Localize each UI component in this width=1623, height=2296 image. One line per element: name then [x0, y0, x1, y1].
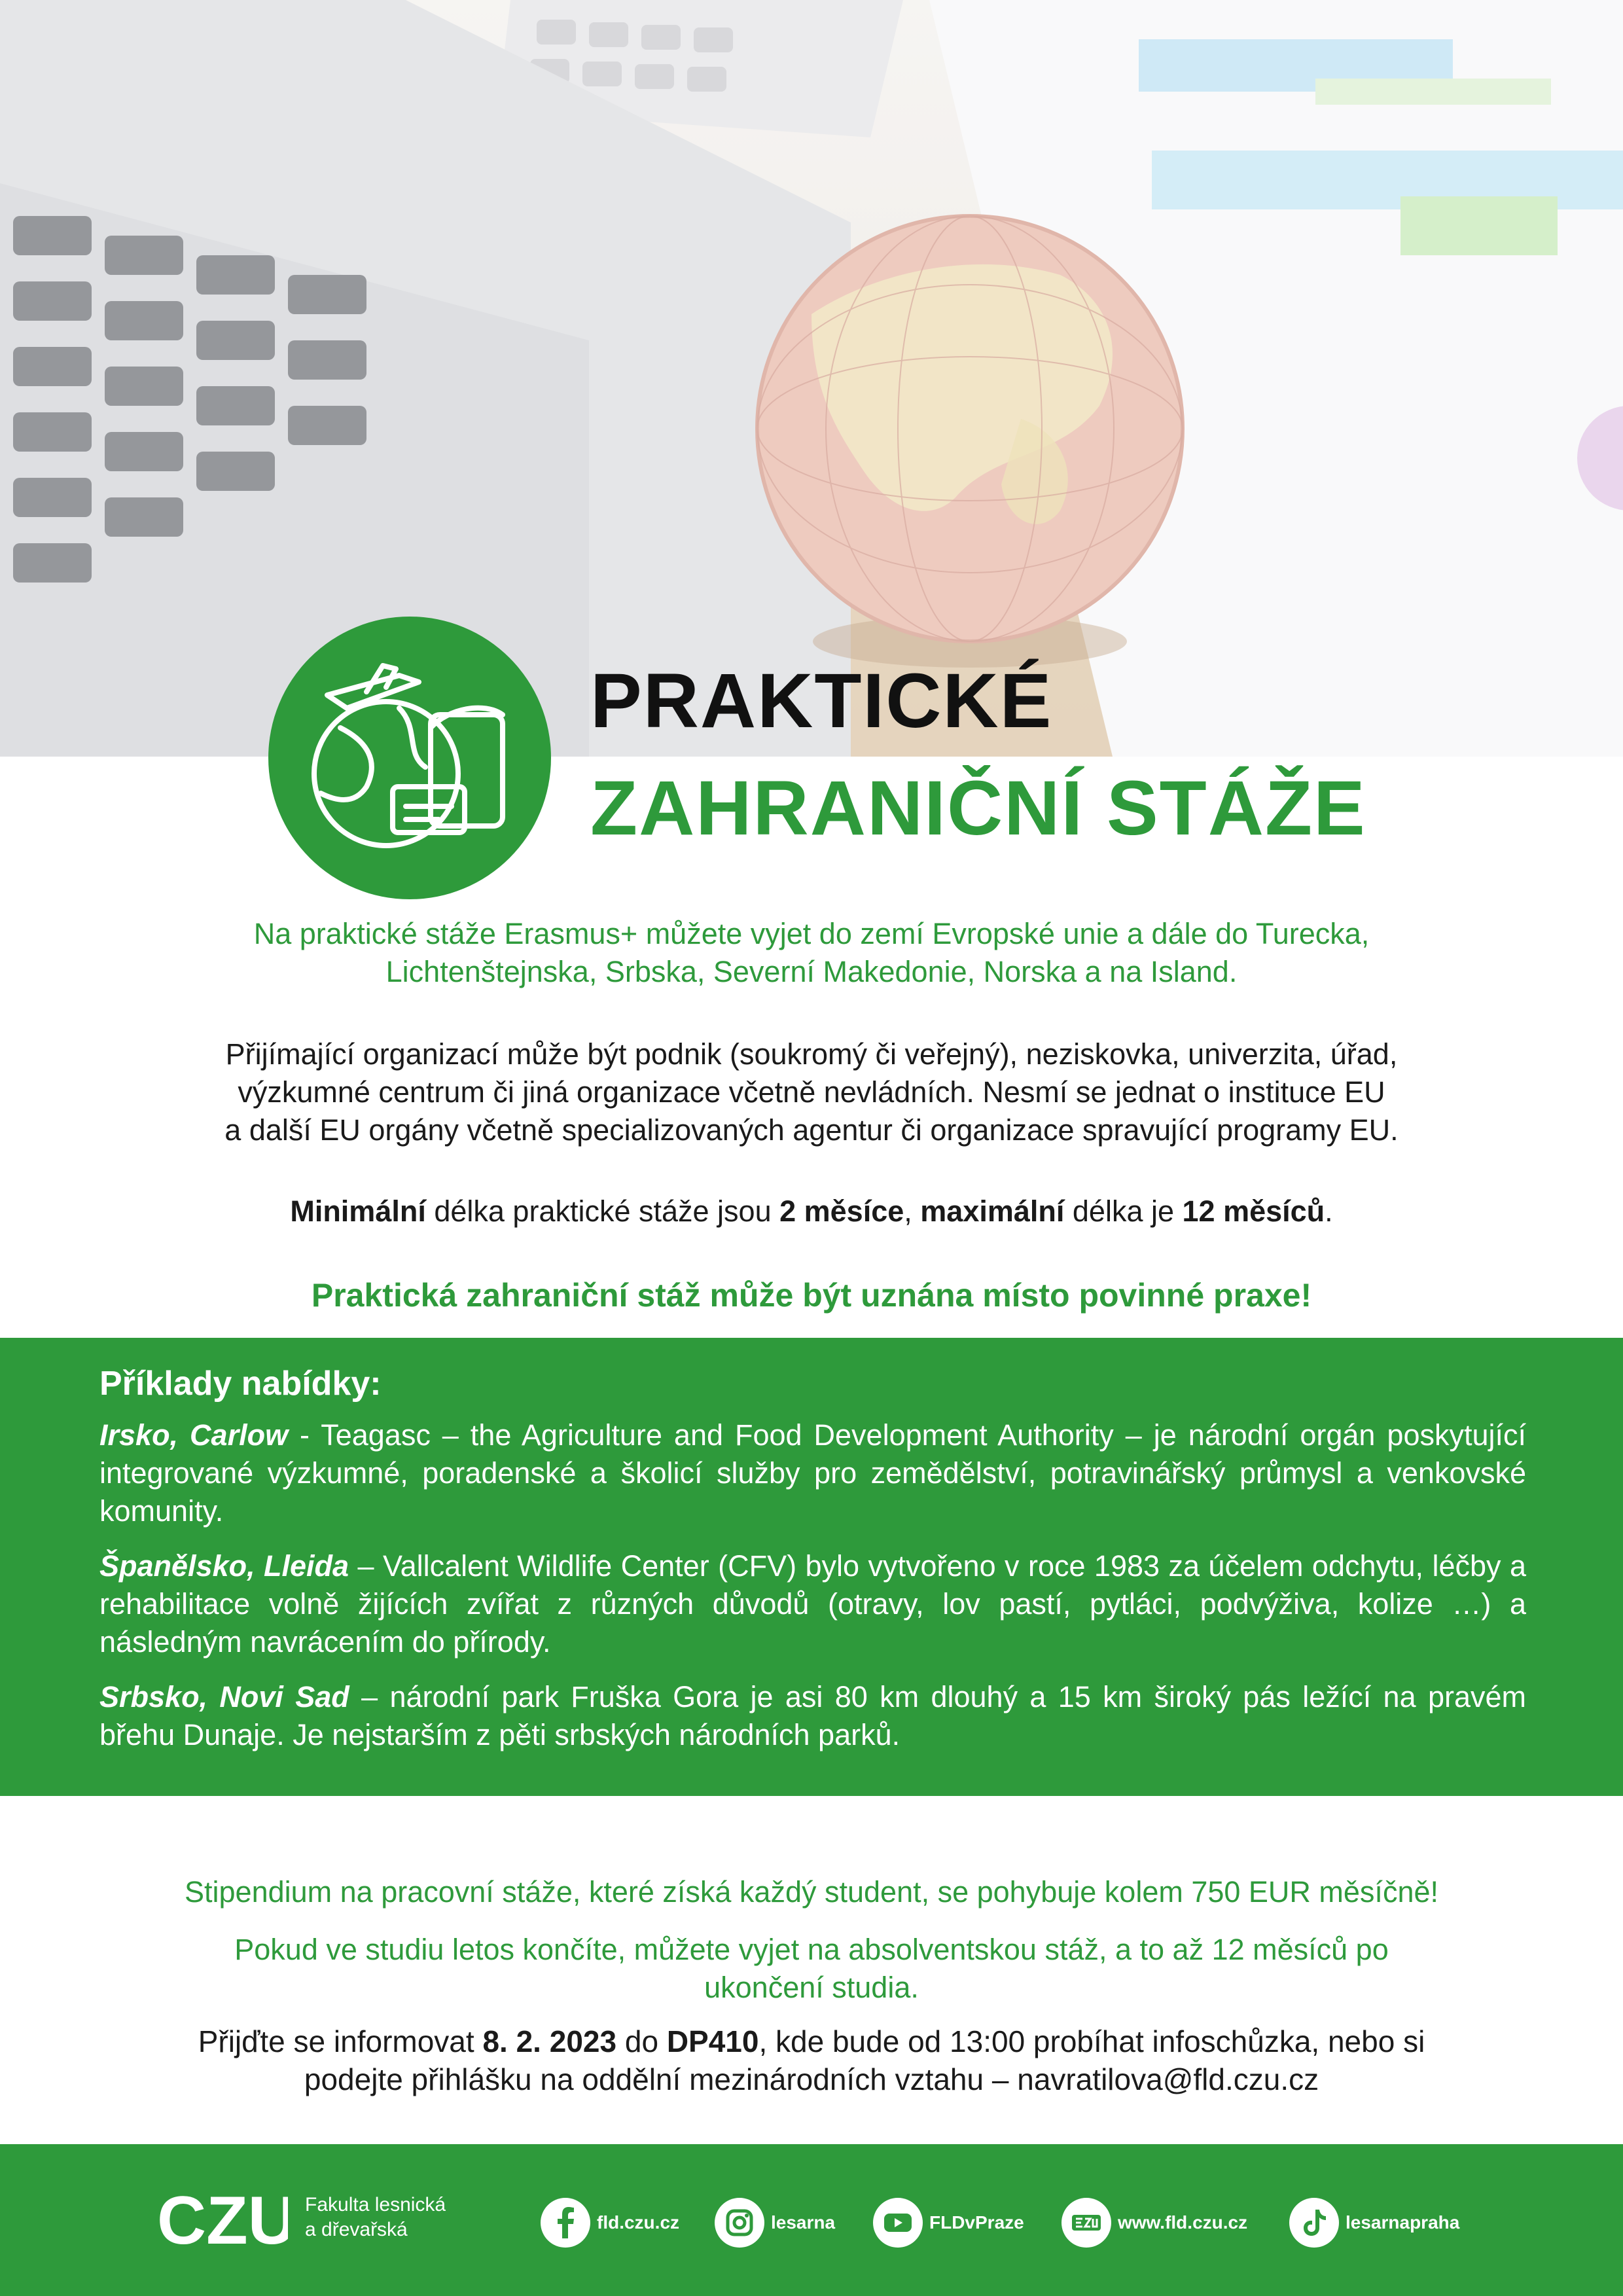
max-duration-label: maximální — [920, 1194, 1065, 1228]
internship-badge — [268, 617, 551, 899]
graduates-line: ukončení studia. — [704, 1971, 919, 2004]
faculty-line: a dřevařská — [305, 2219, 408, 2240]
website-label: www.fld.czu.cz — [1118, 2212, 1248, 2233]
countries-line: Na praktické stáže Erasmus+ můžete vyjet do zemí Evropské unie a dále do Turecka, — [253, 917, 1370, 950]
faculty-line: Fakulta lesnická — [305, 2194, 446, 2215]
graduates-line: Pokud ve studiu letos končíte, můžete vyjet na absolventskou stáž, a to až 12 měsíců po — [234, 1933, 1389, 1966]
instagram-label: lesarna — [771, 2212, 836, 2233]
tiktok-icon — [1289, 2198, 1339, 2248]
info-text: Přijďte se informovat — [198, 2024, 483, 2058]
min-duration-value: 2 měsíce — [779, 1194, 904, 1228]
duration-period: . — [1325, 1194, 1333, 1228]
max-duration-value: 12 měsíců — [1182, 1194, 1325, 1228]
example-text: – národní park Fruška Gora je asi 80 km dlouhý a 15 km široký pás ležící na pravém břehu Dunaje. Je nejstarším z pěti srbských národních parků. — [99, 1680, 1527, 1751]
website-link[interactable] — [1061, 2198, 1247, 2248]
faculty-name — [305, 2193, 446, 2242]
example-item — [99, 1678, 1526, 1754]
footer — [0, 2144, 1623, 2296]
meeting-room: DP410 — [666, 2024, 759, 2058]
facebook-label: fld.czu.cz — [597, 2212, 680, 2233]
example-text: – Vallcalent Wildlife Center (CFV) bylo vytvořeno v roce 1983 za účelem odchytu, léčby a rehabilitace volně žijících zvířat z různých důvodů (otravy, lov pastí, pytláci, podvýživa, kolize …) a následným navrácením do přírody. — [99, 1549, 1526, 1659]
youtube-link[interactable] — [873, 2198, 1024, 2248]
tiktok-label: lesarnapraha — [1346, 2212, 1460, 2233]
examples-heading: Příklady nabídky: — [99, 1365, 382, 1403]
example-text: - Teagasc – the Agriculture and Food Development Authority – je národní orgán poskytující integrované výzkumné, poradenské a školicí služby pro zemědělství, potravinářský průmysl a venkovské komunity. — [99, 1418, 1527, 1528]
czu-logo-icon — [157, 2183, 288, 2255]
info-line — [85, 2022, 1538, 2060]
duration-text: délka je — [1064, 1194, 1183, 1228]
example-item — [99, 1416, 1526, 1530]
instagram-link[interactable] — [715, 2198, 835, 2248]
min-duration-label: Minimální — [290, 1194, 426, 1228]
example-place: Španělsko, Lleida — [99, 1549, 349, 1583]
facebook-link[interactable] — [541, 2198, 679, 2248]
recognition-note: Praktická zahraniční stáž může být uznána místo povinné praxe! — [311, 1277, 1312, 1314]
countries-line: Lichtenštejnska, Srbska, Severní Makedonie, Norska a na Island. — [385, 955, 1238, 988]
organization-line: výzkumné centrum či jiná organizace včetně nevládních. Nesmí se jednat o instituce EU — [238, 1075, 1385, 1109]
duration-paragraph — [85, 1193, 1538, 1230]
countries-paragraph — [85, 915, 1538, 991]
example-item — [99, 1547, 1526, 1661]
organization-paragraph — [85, 1035, 1538, 1149]
info-text: , kde bude od 13:00 probíhat infoschůzka, nebo si — [758, 2024, 1425, 2058]
tiktok-link[interactable] — [1289, 2198, 1459, 2248]
czu-logo-text: CZU — [157, 2183, 288, 2255]
organization-line: a další EU orgány včetně specializovaných agentur či organizace spravující programy EU. — [224, 1113, 1399, 1147]
example-place: Irsko, Carlow — [99, 1418, 289, 1452]
czu-logo[interactable] — [157, 2183, 288, 2259]
duration-text: délka praktické stáže jsou — [425, 1194, 780, 1228]
info-meeting-note — [85, 2022, 1538, 2098]
travel-globe-documents-icon — [268, 617, 551, 899]
duration-separator: , — [904, 1194, 921, 1228]
info-contact-line: podejte přihlášku na oddělní mezinárodních vztahu – navratilova@fld.czu.cz — [304, 2062, 1319, 2096]
graduates-note — [85, 1931, 1538, 2007]
examples-section — [0, 1338, 1623, 1796]
meeting-date: 8. 2. 2023 — [482, 2024, 617, 2058]
organization-line: Přijímající organizací může být podnik (soukromý či veřejný), neziskovka, univerzita, úřad, — [225, 1037, 1398, 1071]
hero-photo — [0, 0, 1623, 757]
facebook-icon — [541, 2198, 590, 2248]
instagram-icon — [715, 2198, 764, 2248]
scholarship-note: Stipendium na pracovní stáže, které získá každý student, se pohybuje kolem 750 EUR měsíčně! — [185, 1875, 1438, 1909]
info-text: do — [616, 2024, 667, 2058]
title-line-2: ZAHRANIČNÍ STÁŽE — [590, 765, 1366, 852]
czu-web-icon — [1061, 2198, 1111, 2248]
youtube-label: FLDvPraze — [929, 2212, 1024, 2233]
example-place: Srbsko, Novi Sad — [99, 1680, 349, 1713]
title-line-1: PRAKTICKÉ — [590, 658, 1053, 744]
youtube-icon — [873, 2198, 923, 2248]
